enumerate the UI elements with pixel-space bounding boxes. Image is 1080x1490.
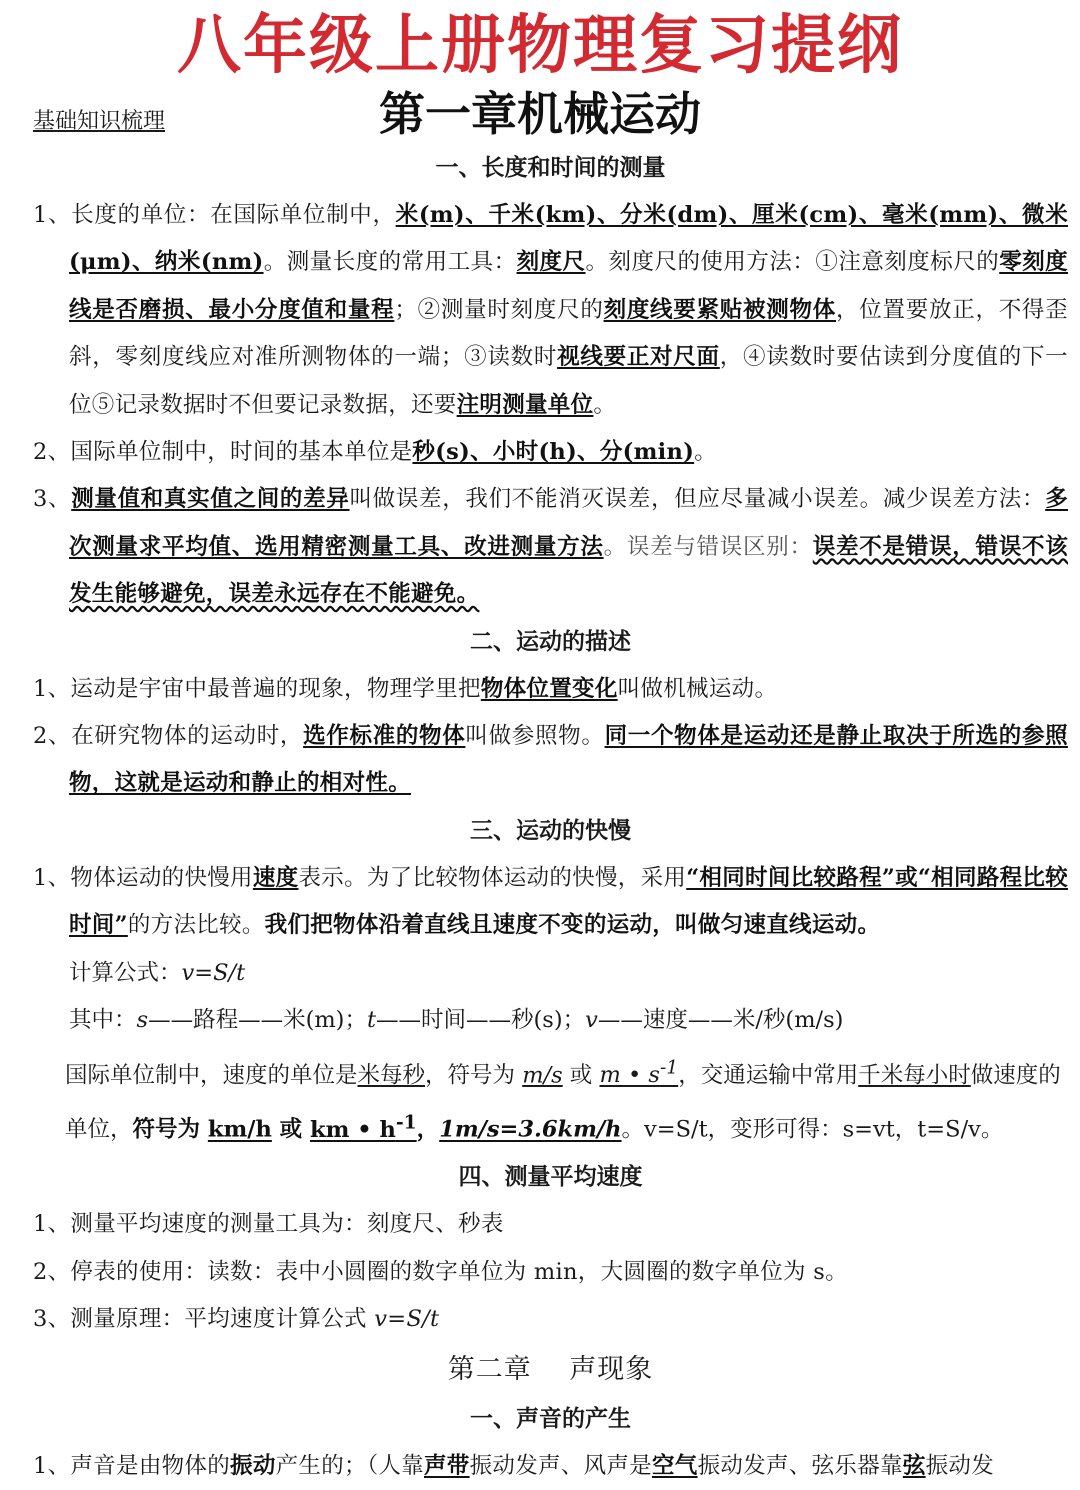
page-title: 八年级上册物理复习提纲: [177, 9, 903, 83]
paragraph-measuring-tools: 1、测量平均速度的测量工具为：刻度尺、秒表: [33, 1211, 504, 1238]
paragraph-stopwatch: 2、停表的使用：读数：表中小圆圈的数字单位为 min，大圆圈的数字单位为 s。: [33, 1258, 848, 1285]
section-heading-sound-production: 一、声音的产生: [470, 1405, 631, 1432]
paragraph-speed: 1、物体运动的快慢用速度表示。为了比较物体运动的快慢，采用“相同时间比较路程”或“相同路程比较时间”的方法比较。我们把物体沿着直线且速度不变的运动，叫做匀速直线运动。: [33, 864, 1068, 939]
formula-line: 计算公式：v=S/t: [69, 959, 246, 986]
formula-variables-line: 其中：s——路程——米(m)；t——时间——秒(s)；v——速度——米/秒(m/s): [69, 1007, 844, 1034]
chapter-2-title: 第二章 声现象: [447, 1353, 654, 1385]
paragraph-time-units: 2、国际单位制中，时间的基本单位是秒(s)、小时(h)、分(min)。: [33, 439, 717, 466]
paragraph-sound-vibration: 1、声音是由物体的振动产生的；（人靠声带振动发声、风声是空气振动发声、弦乐器靠弦振动发: [33, 1452, 995, 1479]
paragraph-mechanical-motion: 1、运动是宇宙中最普遍的现象，物理学里把物体位置变化叫做机械运动。: [33, 675, 778, 702]
section-heading-length-time: 一、长度和时间的测量: [435, 155, 666, 181]
chapter-1-title: 第一章机械运动: [379, 87, 701, 141]
paragraph-reference-frame: 2、在研究物体的运动时，选作标准的物体叫做参照物。同一个物体是运动还是静止取决于所选的参照物，这就是运动和静止的相对性。: [33, 723, 1068, 797]
basic-knowledge-label: 基础知识梳理: [33, 109, 166, 134]
section-heading-average-speed: 四、测量平均速度: [458, 1164, 643, 1191]
section-heading-motion-description: 二、运动的描述: [470, 628, 631, 655]
paragraph-length-units: 1、长度的单位：在国际单位制中，米(m)、千米(km)、分米(dm)、厘米(cm)、毫米(mm)、微米(μm)、纳米(nm)。测量长度的常用工具：刻度尺。刻度尺的使用方法：①注意刻度标尺的零刻度线是否磨损、最小分度值和量程；②测量时刻度尺的刻度线要紧贴被测物体，位置要放正，不得歪斜，零刻度线应对准所测物体的一端；③读数时视线要正对尺面，④读数时要估读到分度值的下一位⑤记录数据时不但要记录数据，还要注明测量单位。: [33, 202, 1068, 418]
paragraph-speed-units: 国际单位制中，速度的单位是米每秒，符号为 m/s 或 m • $s^{-1}$，交通运输中常用千米每小时做速度的单位，符号为 km/h 或 km • $h^{-1}$，1m/s=3.6km/h。v=S/t，变形可得：s=vt，t=S/v。: [65, 1057, 1061, 1143]
section-heading-speed: 三、运动的快慢: [470, 817, 631, 844]
paragraph-error: 3、测量值和真实值之间的差异叫做误差，我们不能消灭误差，但应尽量减小误差。减少误差方法：多次测量求平均值、选用精密测量工具、改进测量方法。误差与错误区别：误差不是错误，错误不该发生能够避免，误差永远存在不能避免。: [33, 486, 1068, 608]
document-body: [33, 145, 1068, 1490]
paragraph-principle: 3、测量原理：平均速度计算公式 v=S/t: [33, 1306, 440, 1333]
